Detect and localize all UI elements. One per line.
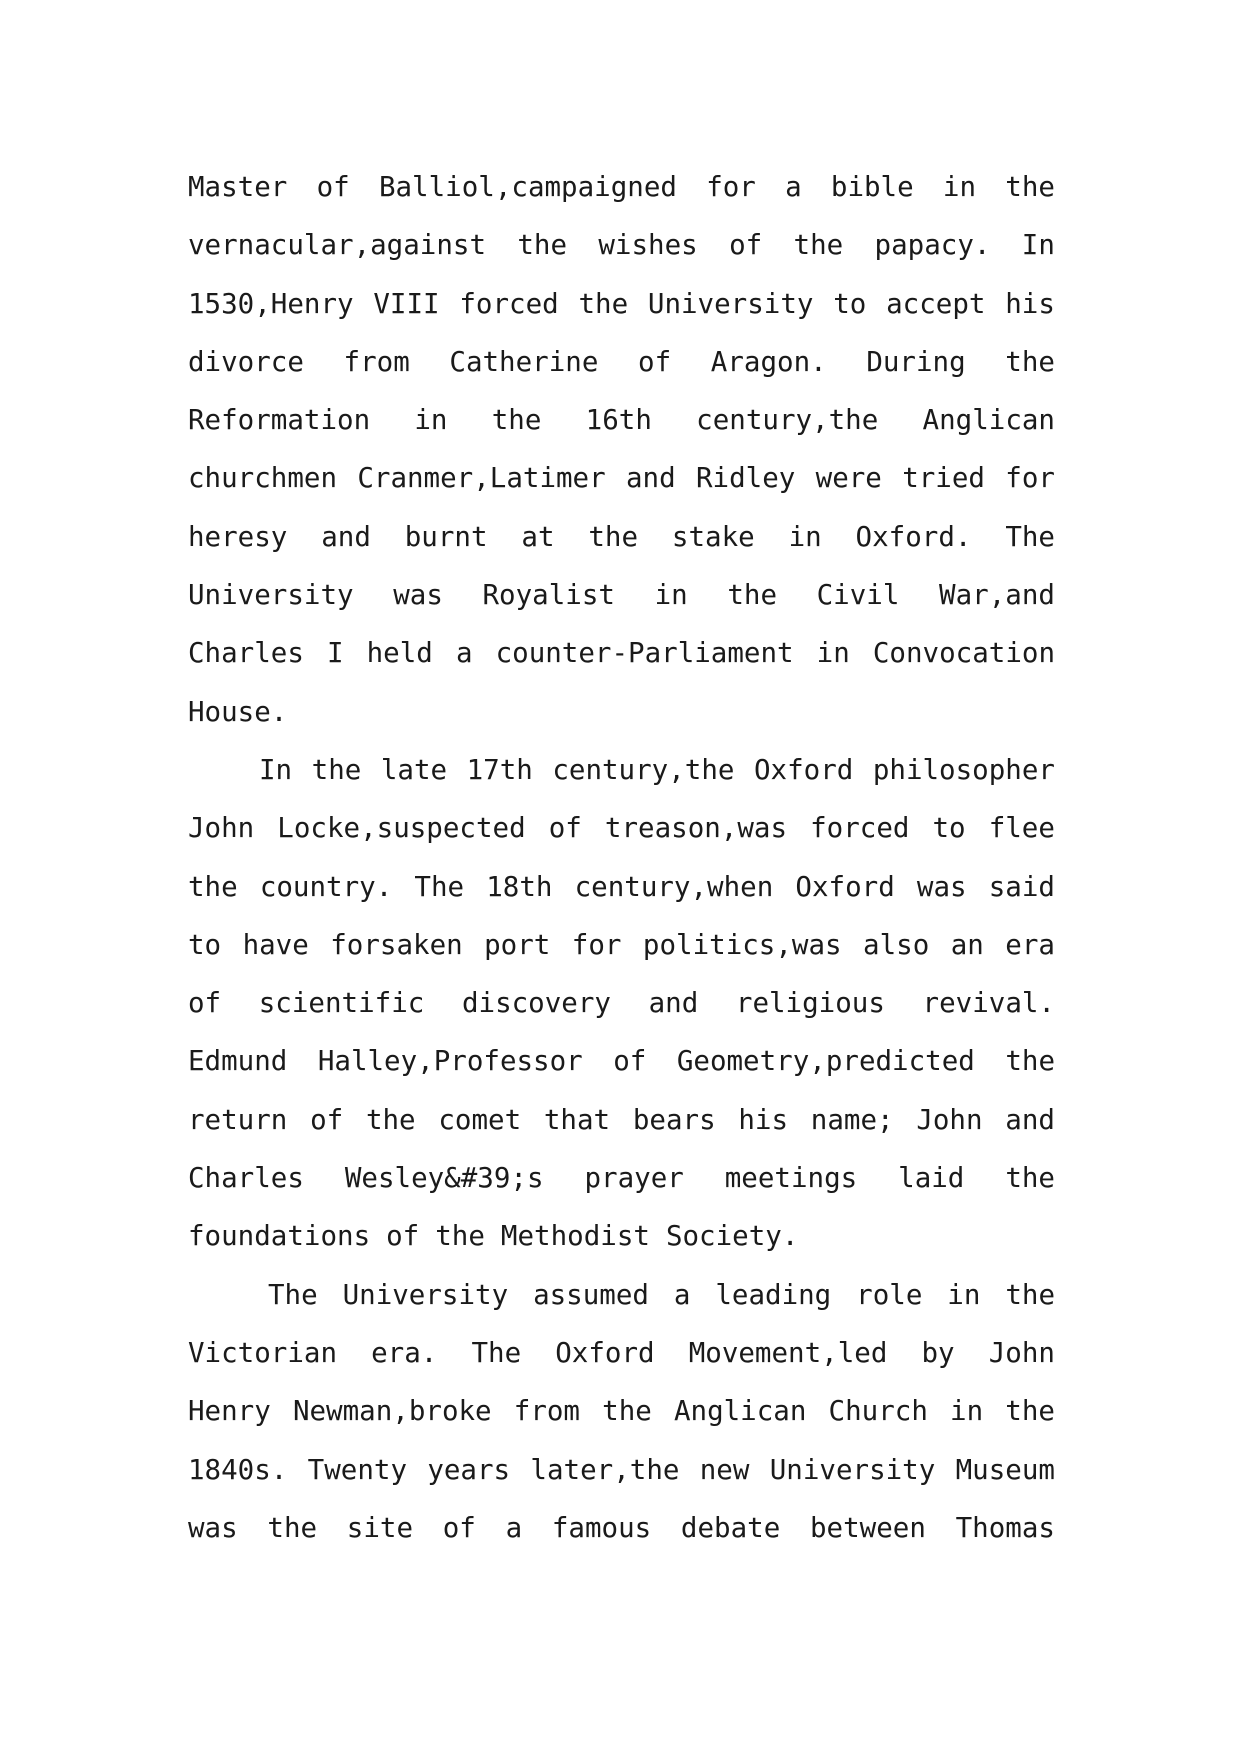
word: held [366, 637, 433, 670]
word: by [921, 1336, 955, 1369]
word: bears [632, 1103, 716, 1136]
text-line [188, 1032, 1055, 1090]
text-line [188, 508, 1055, 566]
word: House. [188, 695, 288, 728]
word: Movement,led [688, 1336, 888, 1369]
word: and [626, 462, 676, 495]
body-text [188, 158, 1055, 1557]
word: of [386, 1220, 420, 1253]
word: of [729, 229, 763, 262]
text-line [188, 1207, 1055, 1265]
word: Oxford [795, 870, 895, 903]
word: John [916, 1103, 983, 1136]
word: the [588, 520, 639, 553]
word: Oxford [555, 1336, 655, 1369]
word: bible [830, 171, 914, 203]
word: country. [259, 870, 393, 903]
word: Anglican [922, 404, 1055, 437]
word: religious [735, 987, 885, 1020]
word: in [788, 520, 822, 553]
word: Methodist [500, 1220, 650, 1253]
word: the [602, 1395, 652, 1428]
word: at [521, 520, 555, 553]
word: the [1005, 171, 1055, 203]
word: Convocation [872, 637, 1055, 670]
word: of [316, 171, 350, 203]
word: papacy. [874, 229, 991, 262]
word: Aragon. [710, 345, 827, 378]
text-line [188, 1091, 1055, 1149]
word: later,the [530, 1453, 680, 1486]
word: the [1005, 1162, 1055, 1195]
text-line [188, 391, 1055, 449]
word: John [988, 1336, 1055, 1369]
word: heresy [188, 520, 288, 553]
text-line [188, 158, 1055, 216]
word: his [738, 1103, 789, 1136]
word: accept [886, 287, 986, 320]
word: divorce [188, 345, 304, 378]
word: University [342, 1278, 509, 1311]
word: The [471, 1336, 522, 1369]
word: meetings [724, 1162, 858, 1195]
text-line [188, 216, 1055, 274]
word: 18th [486, 870, 553, 903]
word: the [491, 404, 542, 437]
word: and [321, 520, 371, 553]
word: Master [188, 171, 288, 203]
word: During [866, 345, 966, 378]
word: from [343, 345, 410, 378]
word: Newman,broke [292, 1395, 492, 1428]
word: 1530,Henry [188, 287, 354, 320]
word: debate [680, 1511, 781, 1544]
word: site [346, 1511, 414, 1544]
word: the [793, 229, 844, 262]
word: said [988, 870, 1055, 903]
word: Anglican [673, 1395, 807, 1428]
word: late [380, 753, 448, 786]
word: burnt [404, 520, 488, 553]
word: the [517, 229, 568, 262]
word: between [809, 1511, 926, 1544]
word: were [815, 462, 882, 495]
word: the [1005, 1045, 1055, 1078]
word: years [427, 1453, 511, 1486]
word: era. [371, 1336, 438, 1369]
word: Charles [188, 1162, 304, 1195]
word: to [932, 812, 966, 845]
word: In [1021, 229, 1055, 262]
word: role [856, 1278, 923, 1311]
word: prayer [584, 1162, 684, 1195]
word: return [188, 1103, 288, 1136]
word: port [484, 928, 551, 961]
word: The [1005, 520, 1055, 553]
word: name; [810, 1103, 894, 1136]
word: an [950, 928, 984, 961]
word: a [505, 1511, 523, 1544]
word: the [435, 1220, 485, 1253]
word: to [188, 928, 222, 961]
text-line [188, 624, 1055, 682]
word: the [188, 870, 238, 903]
word: University [647, 287, 814, 320]
word: foundations [188, 1220, 371, 1253]
word: the [311, 753, 362, 786]
word: to [833, 287, 867, 320]
text-line [188, 916, 1055, 974]
word: the [578, 287, 629, 320]
word: The [414, 870, 465, 903]
word: Catherine [449, 345, 599, 378]
word: counter-Parliament [495, 637, 794, 670]
text-line [188, 858, 1055, 916]
word: for [571, 928, 622, 961]
word: wishes [598, 229, 698, 262]
word: in [950, 1395, 984, 1428]
word: politics,was [642, 928, 842, 961]
word: in [942, 171, 977, 203]
text-line [188, 1324, 1055, 1382]
word: of [310, 1103, 344, 1136]
word: Balliol,campaigned [378, 171, 677, 203]
word: forced [459, 287, 559, 320]
word: in [654, 579, 688, 612]
word: a [673, 1278, 691, 1311]
word: 17th [466, 753, 533, 786]
word: and [648, 987, 699, 1020]
word: discovery [461, 987, 611, 1020]
word: scientific [258, 987, 425, 1020]
text-line [188, 566, 1055, 624]
word: the [1005, 1278, 1055, 1311]
word: and [1005, 1103, 1055, 1136]
word: I [326, 637, 344, 670]
word: John [188, 812, 255, 845]
word: Victorian [188, 1336, 338, 1369]
word: vernacular,against [188, 229, 487, 262]
word: of [638, 345, 672, 378]
word: century,the [696, 404, 879, 437]
word: The [268, 1278, 318, 1311]
word: stake [671, 520, 755, 553]
word: 1840s. [188, 1453, 288, 1486]
text-line [188, 799, 1055, 857]
word: his [1005, 287, 1055, 320]
word: University [188, 579, 354, 612]
word: flee [988, 812, 1055, 845]
word: churchmen [188, 462, 338, 495]
text-line [188, 449, 1055, 507]
word: In [259, 753, 293, 786]
word: also [863, 928, 930, 961]
word: Royalist [482, 579, 615, 612]
word: forced [810, 812, 910, 845]
word: leading [715, 1278, 832, 1311]
text-line [188, 1266, 1055, 1324]
word: Thomas [955, 1511, 1055, 1544]
text-line [188, 275, 1055, 333]
word: famous [551, 1511, 652, 1544]
word: from [513, 1395, 580, 1428]
word: Twenty [307, 1453, 407, 1486]
word: that [543, 1103, 611, 1136]
word: Society. [665, 1220, 799, 1253]
word: Wesley&#39;s [344, 1162, 544, 1195]
word: Church [828, 1395, 928, 1428]
text-line [188, 1149, 1055, 1207]
word: century,when [574, 870, 774, 903]
word: for [706, 171, 756, 203]
word: in [947, 1278, 981, 1311]
word: have [242, 928, 309, 961]
word: era [1005, 928, 1055, 961]
word: laid [898, 1162, 965, 1195]
text-line [188, 683, 1055, 741]
word: of [188, 987, 222, 1020]
word: new [699, 1453, 750, 1486]
word: of [613, 1045, 647, 1078]
word: War,and [939, 579, 1055, 612]
word: in [414, 404, 448, 437]
word: Edmund [188, 1045, 288, 1078]
word: was [188, 1511, 238, 1544]
word: Civil [816, 579, 900, 612]
word: century,the [552, 753, 735, 786]
word: assumed [533, 1278, 649, 1311]
text-line [188, 741, 1055, 799]
word: Halley,Professor [317, 1045, 583, 1078]
word: Charles [188, 637, 304, 670]
word: was [393, 579, 443, 612]
word: of [548, 812, 582, 845]
word: was [916, 870, 967, 903]
word: VIII [373, 287, 440, 320]
word: Reformation [188, 404, 371, 437]
word: the [267, 1511, 318, 1544]
word: 16th [585, 404, 652, 437]
word: comet [438, 1103, 522, 1136]
word: a [785, 171, 802, 203]
text-line [188, 1441, 1055, 1499]
word: Ridley [695, 462, 796, 495]
word: tried [902, 462, 985, 495]
word: University [769, 1453, 936, 1486]
word: the [1005, 1395, 1055, 1428]
word: of [442, 1511, 476, 1544]
word: Henry [188, 1395, 271, 1428]
text-line [188, 974, 1055, 1032]
word: the [727, 579, 777, 612]
word: the [1005, 345, 1055, 378]
word: Oxford. [855, 520, 972, 553]
word: for [1005, 462, 1055, 495]
text-line [188, 1499, 1055, 1557]
word: Locke,suspected [277, 812, 526, 845]
word: Cranmer,Latimer [357, 462, 606, 495]
word: Museum [955, 1453, 1055, 1486]
word: a [455, 637, 473, 670]
word: Oxford [753, 753, 854, 786]
word: Geometry,predicted [676, 1045, 975, 1078]
word: philosopher [872, 753, 1055, 786]
word: forsaken [330, 928, 463, 961]
word: treason,was [604, 812, 788, 845]
word: in [816, 637, 850, 670]
word: revival. [922, 987, 1055, 1020]
text-line [188, 333, 1055, 391]
word: the [365, 1103, 416, 1136]
text-line [188, 1382, 1055, 1440]
